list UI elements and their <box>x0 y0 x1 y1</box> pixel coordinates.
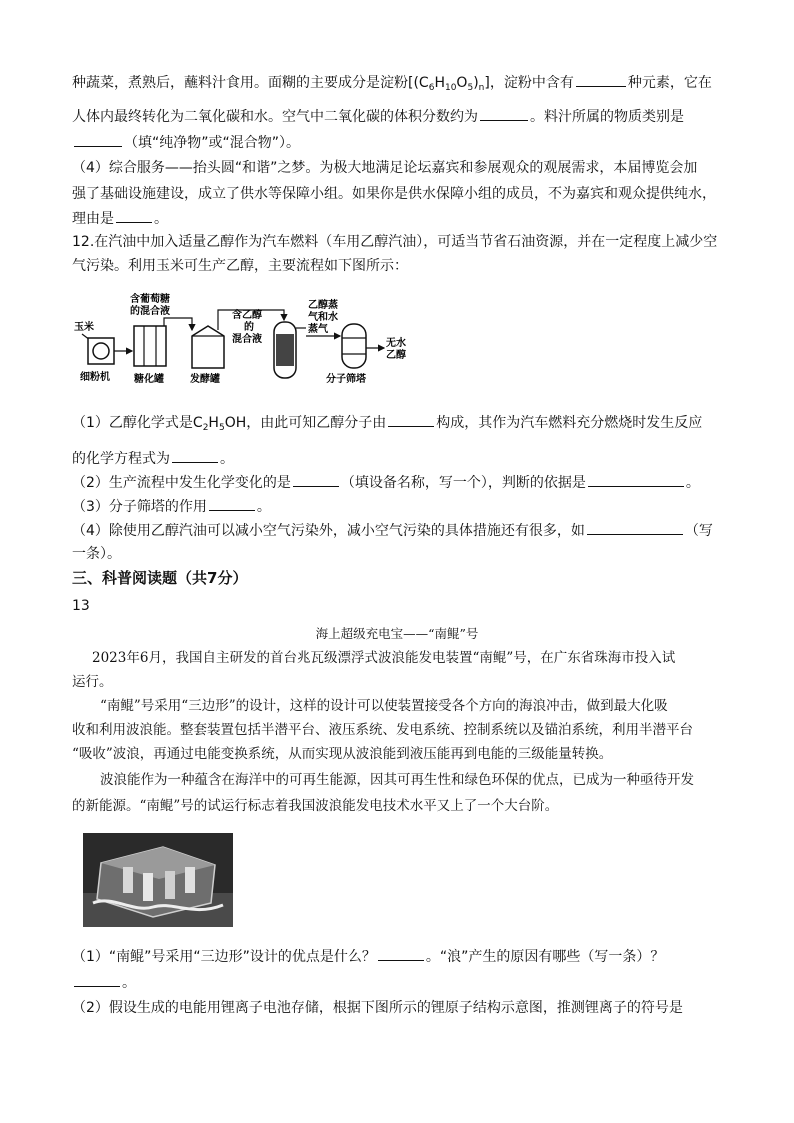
blank-ethanol-composition[interactable] <box>388 412 434 427</box>
q13-part-2: （2）假设生成的电能用锂离子电池存储，根据下图所示的锂原子结构示意图，推测锂离子的符号是 <box>72 1000 683 1016</box>
label-anhydrous-2: 乙醇 <box>386 350 406 361</box>
article-para3-l2: 的新能源。“南鲲”号的试运行标志着我国波浪能发电技术水平又上了一个大台阶。 <box>72 798 559 814</box>
article-title: 海上超级充电宝——“南鲲”号 <box>315 626 479 641</box>
q12-part-4-line-2: 一条）。 <box>72 546 121 562</box>
article-para1-l1: 2023年6月，我国自主研发的首台兆瓦级漂浮式波浪能发电装置“南鲲”号，在广东省珠海市投入试 <box>92 650 676 666</box>
q11-line-4: （4）综合服务——抬头圆“和谐”之梦。为极大地满足论坛嘉宾和参展观众的观展需求，本届博览会加 <box>72 160 698 176</box>
article-para2-l1: “南鲲”号采用“三边形”的设计，这样的设计可以使装置接受各个方向的海浪冲击，做到最大化吸 <box>100 698 668 714</box>
label-vapor-1: 乙醇蒸 <box>308 300 338 311</box>
label-saccharifier: 糖化罐 <box>134 374 164 385</box>
q13-part-1-line-2: 。 <box>72 972 136 993</box>
label-vapor-3: 蒸气 <box>308 324 328 335</box>
q11-line-6: 理由是 。 <box>72 208 168 229</box>
blank-reason[interactable] <box>116 208 152 223</box>
label-ethanol-mix-3: 混合液 <box>232 334 262 345</box>
q12-part-1: （1）乙醇化学式是$C_2H_5OH$，由此可知乙醇分子由 构成，其作为汽车燃料充分燃烧时发生反应 <box>72 412 702 438</box>
section-heading: 三、科普阅读题（共7分） <box>72 569 248 587</box>
q12-part-1-line-2: 的化学方程式为 。 <box>72 448 234 469</box>
label-corn: 玉米 <box>74 322 94 333</box>
blank-co2-fraction[interactable] <box>480 106 528 121</box>
q11-line-2: 人体内最终转化为二氧化碳和水。空气中二氧化碳的体积分数约为 。料汁所属的物质类别是 <box>72 106 684 127</box>
ethanol-process-diagram <box>72 290 432 390</box>
article-para3-l1: 波浪能作为一种蕴含在海洋中的可再生能源，因其可再生性和绿色环保的优点，已成为一种亟待开发 <box>100 772 694 788</box>
blank-substance-class[interactable] <box>74 132 122 147</box>
q12-line-1: 12.在汽油中加入适量乙醇作为汽车燃料（车用乙醇汽油），可适当节省石油资源，并在一定程度上减少空 <box>72 234 718 250</box>
blank-wave-cause[interactable] <box>74 972 120 987</box>
blank-pollution-measure[interactable] <box>587 520 683 535</box>
q12-line-2: 气污染。利用玉米可生产乙醇，主要流程如下图所示： <box>72 258 408 274</box>
q12-part-4: （4）除使用乙醇汽油可以减小空气污染外，减小空气污染的具体措施还有很多，如 （写 <box>72 520 713 541</box>
q11-line-5: 强了基础设施建设，成立了供水等保障小组。如果你是供水保障小组的成员，不为嘉宾和观众提供纯水， <box>72 186 716 202</box>
blank-combustion-equation[interactable] <box>172 448 218 463</box>
blank-sieve-function[interactable] <box>209 496 255 511</box>
fermenter-icon <box>192 326 224 368</box>
label-glucose-2: 的混合液 <box>130 306 170 317</box>
label-sieve: 分子筛塔 <box>326 374 366 385</box>
q11-line-1: 种蔬菜，煮熟后，蘸料汁食用。面糊的主要成分是淀粉$[(C_6H_{10}O_5)_n]$，淀粉中含有 种元素，它在 <box>72 72 712 98</box>
article-para2-l3: “吸收”波浪，再通过电能变换系统，从而实现从波浪能到液压能再到电能的三级能量转换。 <box>72 746 613 762</box>
label-vapor-2: 气和水 <box>308 312 338 323</box>
article-para2-l2: 收和利用波浪能。整套装置包括半潜平台、液压系统、发电系统、控制系统以及锚泊系统，利用半潜平台 <box>72 722 693 738</box>
label-grinder: 细粉机 <box>80 372 110 383</box>
label-fermenter: 发酵罐 <box>190 374 220 385</box>
question-13-number: 13 <box>72 598 90 614</box>
q12-part-2: （2）生产流程中发生化学变化的是 （填设备名称，写一个），判断的依据是 。 <box>72 472 700 493</box>
article-para1-l2: 运行。 <box>72 674 113 690</box>
label-glucose-1: 含葡萄糖 <box>130 294 170 305</box>
q11-line-3: （填“纯净物”或“混合物”）。 <box>72 132 300 153</box>
blank-design-advantage[interactable] <box>378 946 424 961</box>
saccharifier-icon <box>134 326 166 366</box>
label-ethanol-mix-2: 的 <box>244 322 254 333</box>
molecular-sieve-icon <box>342 324 366 368</box>
label-ethanol-mix-1: 含乙醇 <box>232 310 262 321</box>
blank-element-count[interactable] <box>576 72 626 87</box>
blank-basis[interactable] <box>588 472 684 487</box>
blank-equipment-name[interactable] <box>293 472 339 487</box>
q12-part-3: （3）分子筛塔的作用 。 <box>72 496 271 517</box>
nankun-device-photo <box>83 833 233 927</box>
label-anhydrous-1: 无水 <box>386 338 406 349</box>
q13-part-1: （1）“南鲲”号采用“三边形”设计的优点是什么？ 。“浪”产生的原因有哪些（写一条）？ <box>72 946 664 967</box>
